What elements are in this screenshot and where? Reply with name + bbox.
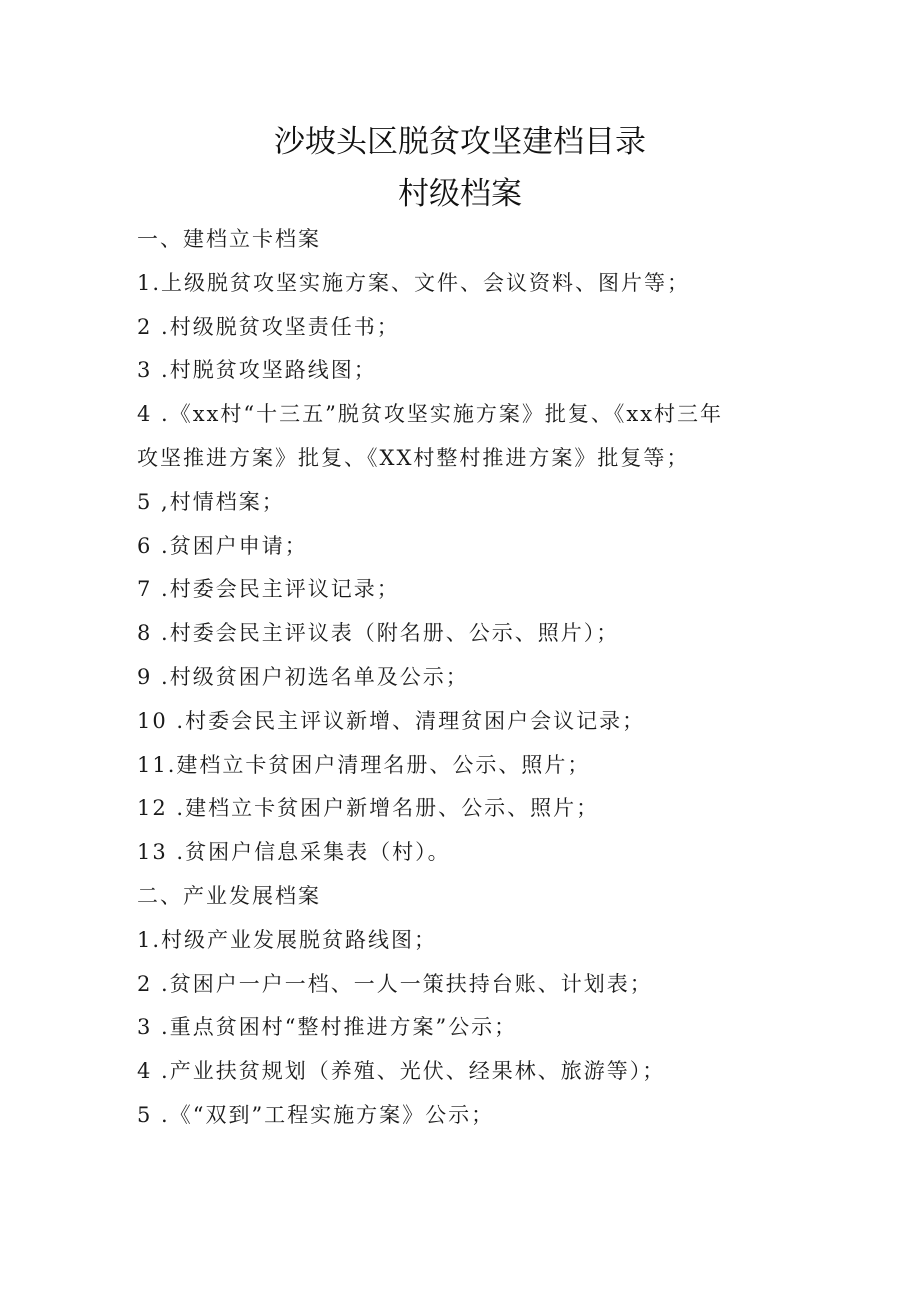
list-item: 7 .村委会民主评议记录； [137,577,400,602]
list-item: 1.村级产业发展脱贫路线图； [137,927,438,952]
list-item-continuation: 攻坚推进方案》批复、《XX村整村推进方案》批复等； [137,445,690,470]
document-title: 沙坡头区脱贫攻坚建档目录 [274,124,646,160]
list-item: 3 .重点贫困村“整村推进方案”公示； [137,1015,518,1040]
list-item: 4 .《xx村“十三五”脱贫攻坚实施方案》批复、《xx村三年 [137,402,724,427]
list-item: 10 .村委会民主评议新增、清理贫困户会议记录； [137,708,646,733]
document-subtitle: 村级档案 [398,176,522,212]
list-item: 8 .村委会民主评议表（附名册、公示、照片）； [137,621,620,646]
list-item: 1.上级脱贫攻坚实施方案、文件、会议资料、图片等； [137,270,691,295]
list-item: 6 .贫困户申请； [137,533,308,558]
section-heading: 二、产业发展档案 [137,883,321,908]
list-item: 9 .村级贫困户初选名单及公示； [137,664,469,689]
list-item: 5 ,村情档案； [137,489,285,514]
list-item: 4 .产业扶贫规划（养殖、光伏、经果林、旅游等）； [137,1059,666,1084]
document-body [137,218,787,1138]
list-item: 11.建档立卡贫困户清理名册、公示、照片； [137,752,591,777]
list-item: 2 .村级脱贫攻坚责任书； [137,314,400,339]
list-item: 5 .《“双到”工程实施方案》公示； [137,1102,495,1127]
list-item: 12 .建档立卡贫困户新增名册、公示、照片； [137,796,600,821]
list-item: 3 .村脱贫攻坚路线图； [137,358,377,383]
list-item: 2 .贫困户一户一档、一人一策扶持台账、计划表； [137,971,653,996]
list-item: 13 .贫困户信息采集表（村）。 [137,840,451,865]
section-heading: 一、建档立卡档案 [137,227,321,251]
